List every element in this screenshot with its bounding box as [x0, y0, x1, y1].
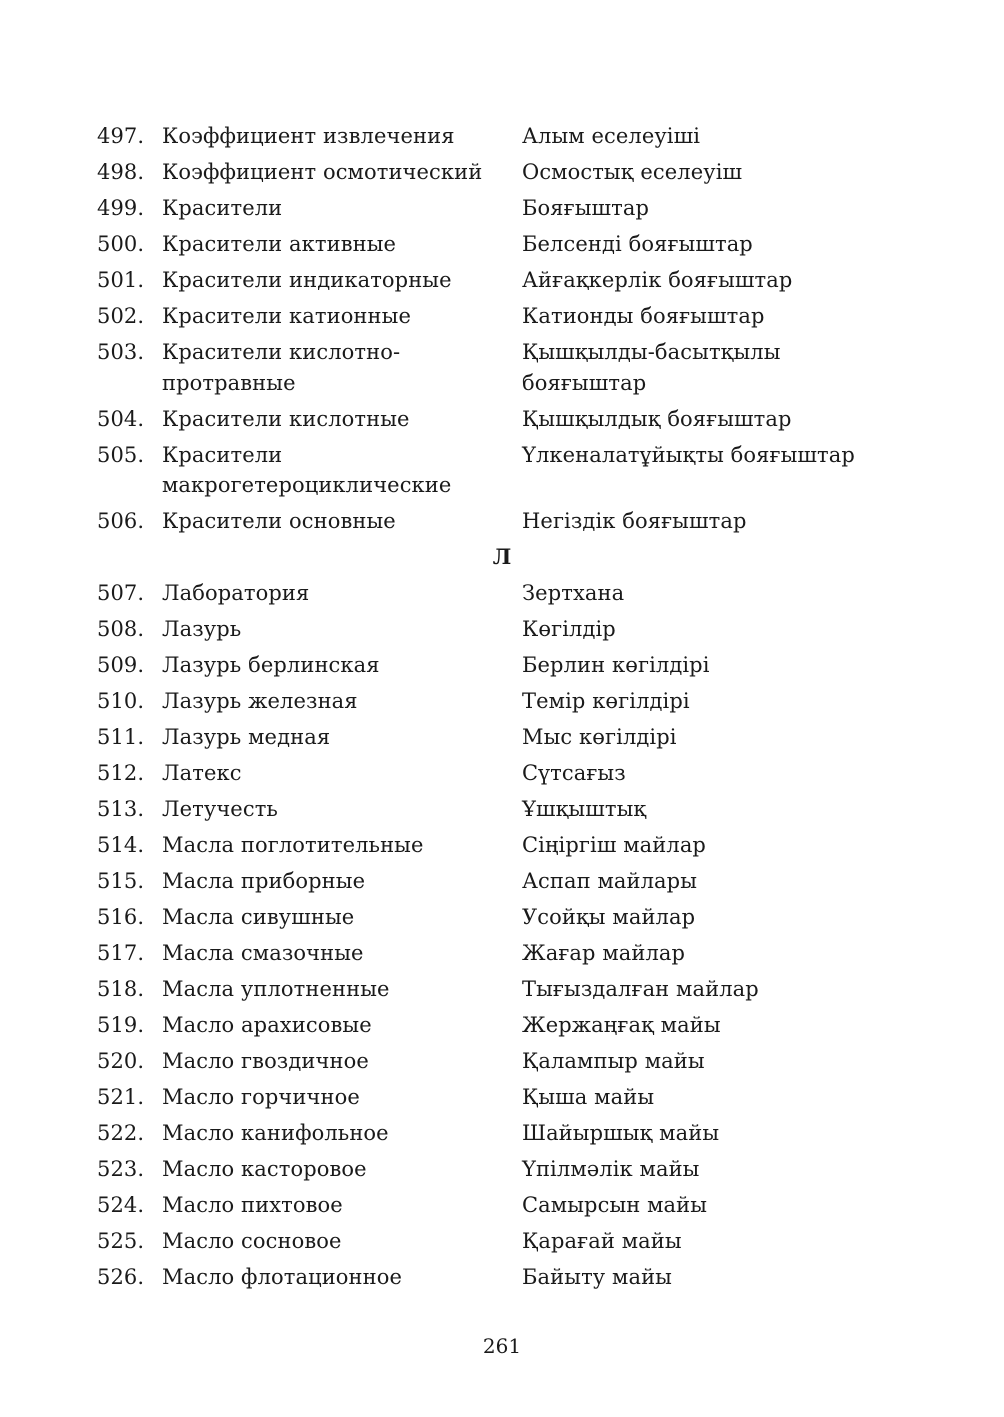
kazakh-term-line: Алым еселеуіші — [522, 124, 701, 148]
entry-number: 513. — [97, 797, 145, 821]
entry-number: 503. — [97, 340, 145, 364]
entry-number: 525. — [97, 1229, 145, 1253]
russian-term-line: Летучесть — [162, 797, 278, 821]
glossary-entry — [97, 506, 897, 542]
entry-number: 497. — [97, 124, 145, 148]
entry-number: 510. — [97, 689, 145, 713]
glossary-entry — [97, 650, 897, 686]
russian-term-line: Красители кислотно- — [162, 340, 401, 364]
kazakh-term — [522, 265, 897, 296]
russian-term — [162, 506, 522, 537]
russian-term-line: протравные — [162, 370, 296, 395]
glossary-entry — [97, 722, 897, 758]
russian-term — [162, 193, 522, 224]
glossary-entry — [97, 1226, 897, 1262]
kazakh-term — [522, 193, 897, 224]
kazakh-term — [522, 1046, 897, 1077]
entry-number: 500. — [97, 232, 145, 256]
kazakh-term-line: Сүтсағыз — [522, 761, 626, 785]
kazakh-term — [522, 1262, 897, 1293]
russian-term-line: Масла приборные — [162, 869, 366, 893]
glossary-entry — [97, 974, 897, 1010]
kazakh-term — [522, 866, 897, 897]
glossary-entry — [97, 1010, 897, 1046]
kazakh-term-line: Қышқылды-басытқылы — [522, 340, 781, 364]
russian-term — [162, 1010, 522, 1041]
kazakh-term-line: Ұшқыштық — [522, 797, 647, 821]
entry-number: 520. — [97, 1049, 145, 1073]
russian-term — [162, 301, 522, 332]
glossary-entry — [97, 265, 897, 301]
entry-number: 519. — [97, 1013, 145, 1037]
entry-number: 526. — [97, 1265, 145, 1289]
kazakh-term-line: Байыту майы — [522, 1265, 672, 1289]
russian-term — [162, 1046, 522, 1077]
glossary-group-k — [97, 121, 897, 542]
glossary-entry — [97, 758, 897, 794]
russian-term — [162, 902, 522, 933]
glossary-entry — [97, 1118, 897, 1154]
section-letter: Л — [492, 544, 512, 569]
russian-term — [162, 578, 522, 609]
russian-term — [162, 404, 522, 435]
russian-term-line: Масло сосновое — [162, 1229, 342, 1253]
kazakh-term-line: Қышқылдық бояғыштар — [522, 406, 792, 431]
kazakh-term — [522, 1118, 897, 1149]
entry-number: 523. — [97, 1157, 145, 1181]
entry-number: 499. — [97, 196, 145, 220]
kazakh-term-line: бояғыштар — [522, 370, 647, 395]
kazakh-term-line: Зертхана — [522, 581, 625, 605]
entry-number: 498. — [97, 160, 145, 184]
russian-term — [162, 157, 522, 188]
glossary-entry — [97, 686, 897, 722]
russian-term — [162, 1154, 522, 1185]
glossary-entry — [97, 301, 897, 337]
russian-term-line: Масло пихтовое — [162, 1193, 343, 1217]
entry-number: 511. — [97, 725, 145, 749]
glossary-entry — [97, 157, 897, 193]
kazakh-term-line: Самырсын майы — [522, 1193, 708, 1217]
russian-term — [162, 830, 522, 861]
russian-term-line: Лазурь медная — [162, 725, 331, 749]
page-number: 261 — [482, 1334, 522, 1358]
russian-term-line: Масла уплотненные — [162, 977, 390, 1001]
kazakh-term-line: Жағар майлар — [522, 941, 686, 965]
russian-term — [162, 1082, 522, 1113]
kazakh-term-line: Аспап майлары — [522, 869, 698, 893]
russian-term — [162, 938, 522, 969]
russian-term — [162, 614, 522, 645]
glossary-entry — [97, 614, 897, 650]
entry-number: 504. — [97, 406, 145, 431]
kazakh-term-line: Усойқы майлар — [522, 905, 696, 929]
kazakh-term-line: Берлин көгілдірі — [522, 653, 710, 677]
kazakh-term — [522, 830, 897, 861]
glossary-entry — [97, 440, 897, 507]
glossary-entry — [97, 1046, 897, 1082]
russian-term-line: Красители кислотные — [162, 406, 410, 431]
kazakh-term-line: Темір көгілдірі — [522, 689, 690, 713]
entry-number: 521. — [97, 1085, 145, 1109]
kazakh-term — [522, 974, 897, 1005]
russian-term-line: Лаборатория — [162, 581, 310, 605]
glossary-entry — [97, 1082, 897, 1118]
glossary-entry — [97, 121, 897, 157]
kazakh-term-line: Осмостық еселеуіш — [522, 160, 743, 184]
kazakh-term — [522, 229, 897, 260]
kazakh-term — [522, 440, 897, 501]
kazakh-term — [522, 506, 897, 537]
russian-term-line: макрогетероциклические — [162, 473, 452, 497]
kazakh-term — [522, 794, 897, 825]
entry-number: 516. — [97, 905, 145, 929]
russian-term-line: Коэффициент извлечения — [162, 124, 455, 148]
entry-number: 522. — [97, 1121, 145, 1145]
russian-term-line: Красители катионные — [162, 304, 411, 328]
kazakh-term — [522, 902, 897, 933]
kazakh-term-line: Көгілдір — [522, 617, 616, 641]
russian-term — [162, 722, 522, 753]
kazakh-term — [522, 686, 897, 717]
russian-term — [162, 650, 522, 681]
entry-number: 524. — [97, 1193, 145, 1217]
entry-number: 501. — [97, 268, 145, 292]
kazakh-term — [522, 722, 897, 753]
kazakh-term — [522, 301, 897, 332]
russian-term — [162, 758, 522, 789]
kazakh-term-line: Шайыршық майы — [522, 1121, 720, 1145]
russian-term-line: Красители — [162, 196, 283, 220]
glossary-entry — [97, 404, 897, 440]
kazakh-term — [522, 650, 897, 681]
kazakh-term — [522, 1226, 897, 1257]
kazakh-term-line: Катионды бояғыштар — [522, 304, 765, 328]
russian-term-line: Красители основные — [162, 509, 396, 533]
kazakh-term-line: Бояғыштар — [522, 196, 650, 220]
russian-term — [162, 121, 522, 152]
kazakh-term-line: Қалампыр майы — [522, 1049, 705, 1073]
entry-number: 508. — [97, 617, 145, 641]
glossary-entry — [97, 794, 897, 830]
kazakh-term — [522, 1190, 897, 1221]
kazakh-term — [522, 404, 897, 435]
russian-term — [162, 686, 522, 717]
entry-number: 509. — [97, 653, 145, 677]
russian-term-line: Латекс — [162, 761, 242, 785]
glossary-entry — [97, 866, 897, 902]
russian-term-line: Масло гвоздичное — [162, 1049, 369, 1073]
kazakh-term — [522, 578, 897, 609]
kazakh-term-line: Үпілмәлік майы — [522, 1157, 700, 1181]
russian-term-line: Масла сивушные — [162, 905, 355, 929]
russian-term — [162, 1262, 522, 1293]
glossary-entry — [97, 578, 897, 614]
russian-term — [162, 1190, 522, 1221]
russian-term-line: Масла поглотительные — [162, 833, 424, 857]
kazakh-term-line: Белсенді бояғыштар — [522, 232, 753, 256]
glossary-list — [97, 121, 897, 1298]
russian-term — [162, 265, 522, 296]
kazakh-term — [522, 1154, 897, 1185]
kazakh-term — [522, 157, 897, 188]
kazakh-term-line: Негіздік бояғыштар — [522, 509, 747, 533]
kazakh-term — [522, 1010, 897, 1041]
kazakh-term — [522, 121, 897, 152]
entry-number: 515. — [97, 869, 145, 893]
glossary-entry — [97, 337, 897, 404]
russian-term-line: Лазурь железная — [162, 689, 358, 713]
kazakh-term-line: Қарағай майы — [522, 1229, 682, 1253]
glossary-entry — [97, 1262, 897, 1298]
entry-number: 506. — [97, 509, 145, 533]
russian-term-line: Лазурь — [162, 617, 242, 641]
glossary-group-l — [97, 578, 897, 1298]
kazakh-term-line: Үлкеналатұйықты бояғыштар — [522, 442, 855, 467]
entry-number: 507. — [97, 581, 145, 605]
glossary-entry — [97, 193, 897, 229]
entry-number: 514. — [97, 833, 145, 857]
kazakh-term — [522, 758, 897, 789]
russian-term-line: Лазурь берлинская — [162, 653, 380, 677]
kazakh-term-line: Жержаңғақ майы — [522, 1013, 721, 1037]
russian-term — [162, 337, 522, 398]
russian-term — [162, 866, 522, 897]
entry-number: 505. — [97, 442, 145, 467]
entry-number: 502. — [97, 304, 145, 328]
russian-term-line: Красители активные — [162, 232, 397, 256]
russian-term — [162, 974, 522, 1005]
entry-number: 518. — [97, 977, 145, 1001]
russian-term — [162, 229, 522, 260]
glossary-entry — [97, 830, 897, 866]
glossary-entry — [97, 1190, 897, 1226]
kazakh-term — [522, 1082, 897, 1113]
entry-number: 512. — [97, 761, 145, 785]
russian-term-line: Коэффициент осмотический — [162, 160, 483, 184]
kazakh-term-line: Айғақкерлік бояғыштар — [522, 268, 793, 292]
entry-number: 517. — [97, 941, 145, 965]
glossary-entry — [97, 229, 897, 265]
russian-term — [162, 1118, 522, 1149]
russian-term — [162, 794, 522, 825]
glossary-entry — [97, 902, 897, 938]
russian-term-line: Масло флотационное — [162, 1265, 403, 1289]
russian-term — [162, 440, 522, 501]
russian-term-line: Красители — [162, 442, 283, 467]
russian-term-line: Масло горчичное — [162, 1085, 360, 1109]
kazakh-term-line: Мыс көгілдірі — [522, 725, 677, 749]
kazakh-term — [522, 614, 897, 645]
russian-term-line: Масла смазочные — [162, 941, 364, 965]
russian-term-line: Масло касторовое — [162, 1157, 367, 1181]
russian-term — [162, 1226, 522, 1257]
kazakh-term — [522, 337, 897, 398]
glossary-entry — [97, 1154, 897, 1190]
kazakh-term-line: Сіңіргіш майлар — [522, 833, 706, 857]
russian-term-line: Масло арахисовые — [162, 1013, 372, 1037]
glossary-entry — [97, 938, 897, 974]
kazakh-term — [522, 938, 897, 969]
russian-term-line: Масло канифольное — [162, 1121, 389, 1145]
russian-term-line: Красители индикаторные — [162, 268, 452, 292]
kazakh-term-line: Тығыздалған майлар — [522, 977, 759, 1001]
kazakh-term-line: Қыша майы — [522, 1085, 655, 1109]
